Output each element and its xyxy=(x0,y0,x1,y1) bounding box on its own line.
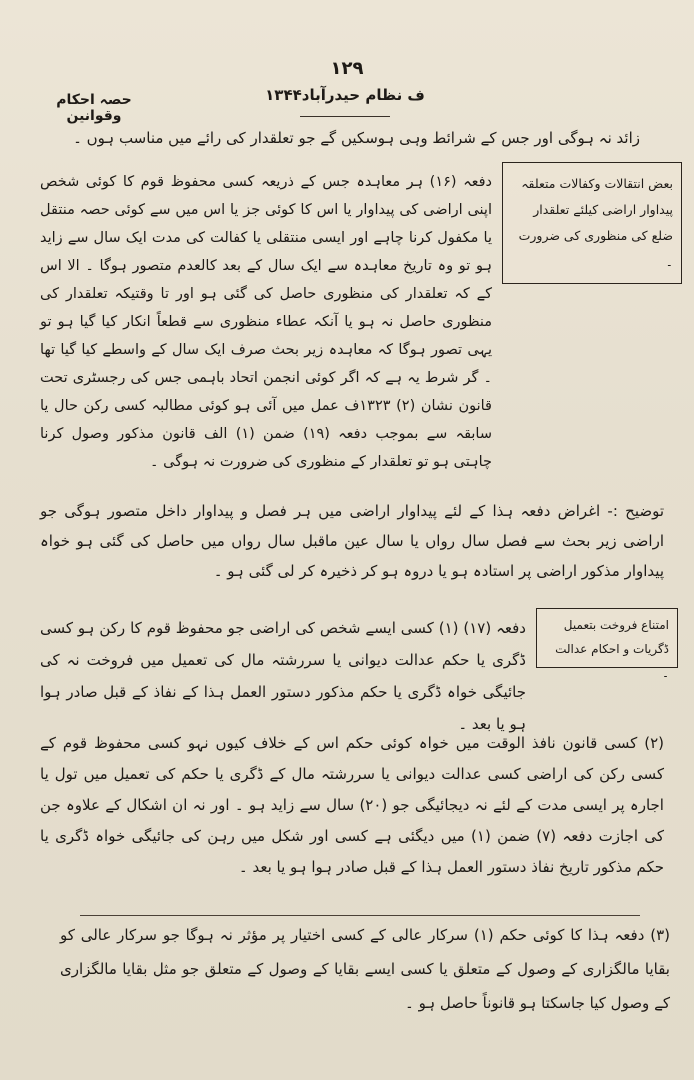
margin-note-section-16: بعض انتقالات وکفالات متعلقہ پیداوار اراضی کیلئے تعلقدار ضلع کی منظوری کی ضرورت ۔ xyxy=(502,162,682,284)
header-divider xyxy=(300,116,390,117)
handwritten-underline xyxy=(80,915,640,916)
section-17-clause-2: (۲) کسی قانون نافذ الوقت میں خواہ کوئی حکم اس کے خلاف کیوں نہو کسی محفوظ قوم کے کسی رکن کی اراضی کسی عدالت دیوانی یا سررشتہ مال کے ڈگری یا حکم کی تعمیل میں تول یا اجارہ پر ایسی مدت کے لئے نہ دیجائیگی جو (۲۰) سال سے زاید ہو ۔ اور نہ ان اشکال کے علاوہ جن کی اجازت دفعہ (۷) ضمن (۱) میں دیگئی ہے کسی اور شکل میں رہن کی جائیگی خواہ ڈگری یا حکم مذکور تاریخ نفاذ دستور العمل ہذا کے قبل صادر ہوا ہو یا بعد ۔ xyxy=(40,734,664,876)
section-16-paragraph: دفعہ (۱۶) ہر معاہدہ جس کے ذریعہ کسی محفوظ قوم کا کوئی شخص اپنی اراضی کی پیداوار یا اس کا کوئی جز یا اس میں سے کوئی حصہ منتقل یا مکفول کرنا چاہے اور ایسی منتقلی یا کفالت کی مدت ایک سال سے زاید ہو تو وہ تاریخ معاہدہ سے ایک سال کے بعد کالعدم متصور ہوگا ۔ الا اس کے کہ تعلقدار کی منظوری حاصل کی گئی ہو اور تا وقتیکہ تعلقدار کی منظوری حاصل نہ ہو یا آنکہ عطاء منظوری سے قطعاً انکار کیا گیا ہو تو یہی تصور ہوگا کہ معاہدہ زیر بحث صرف ایک سال کے واسطے کیا گیا تھا ۔ گر شرط یہ ہے کہ اگر کوئی انجمن اتحاد باہمی جس کی رجسٹری تحت قانون نشان (۲) ۱۳۲۳ف عمل میں آئی ہو کوئی مطالبہ کسی رکن حال یا سابقہ سے بموجب دفعہ (۱۹) ضمن (۱) الف قانون مذکور وصول کرنا چاہتی ہو تو تعلقدار کے منظوری کی ضرورت نہ ہوگی ۔ xyxy=(40,174,493,470)
section-title: حصہ احکام وقوانین xyxy=(56,92,132,124)
explanation-paragraph: توضیح :- اغراض دفعہ ہذا کے لئے پیداوار اراضی میں ہر فصل و پیداوار داخل متصور ہوگی جو اراضی زیر بحث سے فصل سال رواں یا سال عین ماقبل سال رواں میں حاصل کی گئی ہو خواہ پیداوار مذکور اراضی پر استادہ ہو یا دروہ ہو کر ذخیرہ کر لی گئی ہو ۔ xyxy=(40,502,664,580)
page-number: ۱۲۹ xyxy=(330,58,364,79)
section-17-paragraph: دفعہ (۱۷) (۱) کسی ایسے شخص کی اراضی جو محفوظ قوم کا رکن ہو کسی ڈگری یا حکم عدالت دیوانی یا سررشتہ مال کی تعمیل میں فروخت نہ کی جائیگی خواہ ڈگری یا حکم مذکور دستور العمل ہذا کے نفاذ کے قبل صادر ہوا ہو یا بعد ۔ xyxy=(40,619,526,733)
margin-note-section-17: امتناع فروخت بتعمیل ڈگریات و احکام عدالت ۔ xyxy=(536,608,678,668)
section-17-clause-3: (۳) دفعہ ہذا کا کوئی حکم (۱) سرکار عالی کے کسی اختیار پر مؤثر نہ ہوگا جو سرکار عالی کو بقایا مالگزاری کے وصول کے متعلق یا کسی ایسے بقایا کے وصول کے متعلق جو مثل بقایا مالگزاری کے وصول کیا جاسکتا ہو قانوناً حاصل ہو ۔ xyxy=(60,926,670,1012)
running-header: ۱۳۴۴ف نظام حیدرآباد xyxy=(265,86,425,104)
section-16-paragraph-start xyxy=(40,168,493,470)
paragraph-continuation: زائد نہ ہوگی اور جس کے شرائط وہی ہوسکیں گے جو تعلقدار کی رائے میں مناسب ہوں ۔ xyxy=(73,129,640,147)
